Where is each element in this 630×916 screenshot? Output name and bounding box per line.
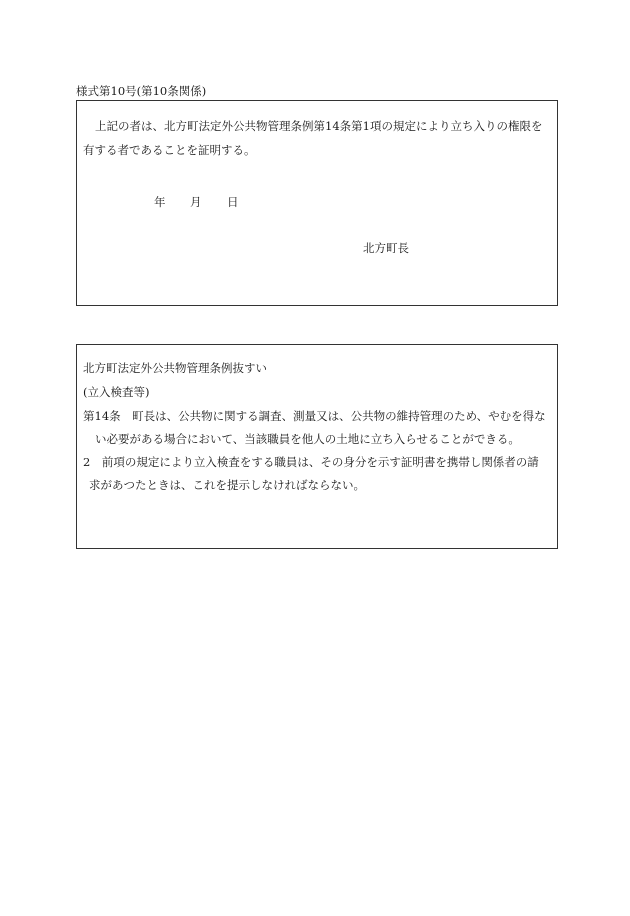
date-year-label: 年: [154, 195, 166, 209]
excerpt-title: 北方町法定外公共物管理条例抜すい: [83, 361, 267, 375]
article-14-line2: い必要がある場合において、当該職員を他人の土地に立ち入らせることができる。: [95, 432, 520, 446]
certificate-text-line2: 有する者であることを証明する。: [83, 143, 256, 157]
article-14-para2-line2: 求があつたときは、これを提示しなければならない。: [89, 478, 365, 492]
certificate-text-line1: 上記の者は、北方町法定外公共物管理条例第14条第1項の規定により立ち入りの権限を: [95, 119, 543, 133]
ordinance-excerpt-box: [76, 344, 558, 549]
certificate-box: [76, 100, 558, 306]
form-number: 様式第10号(第10条関係): [76, 84, 207, 98]
article-14-line1: 第14条 町長は、公共物に関する調査、測量又は、公共物の維持管理のため、やむを得な: [83, 409, 546, 423]
issuer-name: 北方町長: [363, 241, 409, 255]
article-14-para2-line1: 2 前項の規定により立入検査をする職員は、その身分を示す証明書を携帯し関係者の請: [83, 455, 539, 469]
date-month-label: 月: [190, 195, 202, 209]
date-day-label: 日: [227, 195, 239, 209]
excerpt-heading: (立入検査等): [83, 385, 150, 399]
